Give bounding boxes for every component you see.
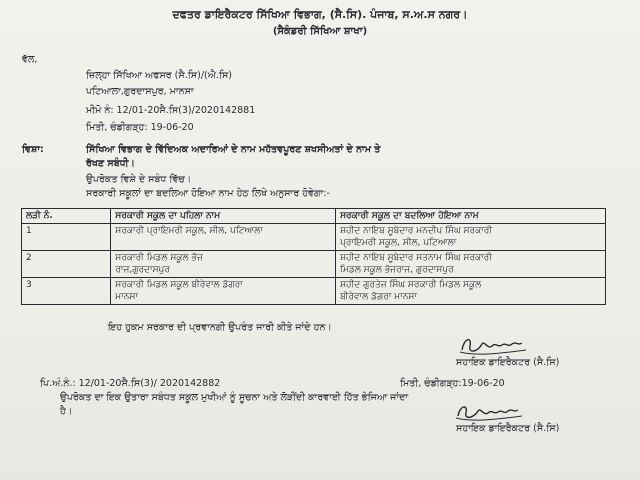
- table-row: [22, 278, 606, 305]
- row-old-name: [111, 251, 336, 278]
- addressee-line1: ਜ਼ਿਲ੍ਹਾ ਸਿੱਖਿਆ ਅਫਸਰ (ਸੈ.ਸਿ)/(ਐ.ਸਿ): [86, 70, 232, 81]
- row-new-name: [336, 251, 606, 278]
- table-row: [22, 251, 606, 278]
- body-line1: ਉਪਰੋਕਤ ਵਿਸ਼ੇ ਦੇ ਸਬੰਧ ਵਿੱਚ।: [86, 174, 192, 185]
- row-serial: 1: [22, 224, 111, 251]
- addressee-line2: ਪਟਿਆਲਾ,ਗੁਰਦਾਸਪੁਰ, ਮਾਨਸਾ: [86, 86, 194, 97]
- endorsement-line2: ਹੈ।: [60, 406, 73, 417]
- wing-header: (ਸੈਕੰਡਰੀ ਸਿੱਖਿਆ ਸ਼ਾਖਾ): [272, 26, 368, 37]
- row-old-name: [111, 278, 336, 305]
- old-name-line1: ਸਰਕਾਰੀ ਮਿਡਲ ਸਕੂਲ ਬੀਰੇਵਾਲ ਡੋਗਰਾ: [115, 280, 243, 290]
- endorsement-line1: ਉਪਰੋਕਤ ਦਾ ਇਕ ਉਤਾਰਾ ਸਬੰਧਤ ਸਕੂਲ ਮੁਖੀਆਂ ਨੂੰ ਸੂਚਨਾ ਅਤੇ ਲੋੜੀਂਦੀ ਕਾਰਵਾਈ ਹਿੱਤ ਭੇਜਿਆ ਜਾਂਦਾ: [60, 392, 409, 403]
- old-name-line2: ਰਾਜ,ਗੁਰਦਾਸਪੁਰ: [115, 265, 170, 275]
- subject-line2: ਰੱਖਣ ਸਬੰਧੀ।: [86, 158, 135, 169]
- signatory-1-title: ਸਹਾਇਕ ਡਾਇਰੈਕਟਰ (ਸੈ.ਸਿ): [456, 357, 560, 368]
- old-name-line1: ਸਰਕਾਰੀ ਮਿਡਲ ਸਕੂਲ ਭੋਜ: [115, 253, 203, 263]
- old-name-line2: ਮਾਨਸਾ: [115, 292, 138, 302]
- row-old-name: [111, 224, 336, 251]
- header-serial: ਲੜੀ ਨੰ.: [22, 209, 111, 224]
- header-old-name: ਸਰਕਾਰੀ ਸਕੂਲ ਦਾ ਪਹਿਲਾ ਨਾਮ: [111, 209, 336, 224]
- row-serial: 3: [22, 278, 111, 305]
- new-name-line1: ਸ਼ਹੀਦ ਗੁਰਤੇਜ ਸਿੰਘ ਸਰਕਾਰੀ ਮਿਡਲ ਸਕੂਲ: [340, 280, 482, 290]
- school-rename-table: [21, 208, 606, 305]
- endorsement-number: ਪਿ.ਅੰ.ਨੰ.: 12/01-20ਸੈ.ਸਿ(3)/ 2020142882: [40, 378, 221, 389]
- memo-date: ਮਿਤੀ, ਚੰਡੀਗੜ੍ਹ: 19-06-20: [86, 122, 194, 133]
- approval-statement: ਇਹ ਹੁਕਮ ਸਰਕਾਰ ਦੀ ਪ੍ਰਵਾਨਗੀ ਉਪਰੰਤ ਜਾਰੀ ਕੀਤੇ ਜਾਂਦੇ ਹਨ।: [108, 322, 332, 333]
- office-header: ਦਫਤਰ ਡਾਇਰੈਕਟਰ ਸਿੱਖਿਆ ਵਿਭਾਗ, (ਸੈ.ਸਿ). ਪੰਜਾਬ, ਸ.ਅ.ਸ ਨਗਰ।: [172, 8, 468, 21]
- new-name-line1: ਸ਼ਹੀਦ ਨਾਇਬ ਸੂਬੇਦਾਰ ਮਨਦੀਪ ਸਿੰਘ ਸਰਕਾਰੀ: [340, 226, 493, 236]
- new-name-line2: ਬੀਰੇਵਾਲ ਡੋਗਰਾ ਮਾਨਸਾ: [340, 292, 417, 302]
- row-new-name: [336, 224, 606, 251]
- signature-1: [456, 332, 534, 358]
- addressee-label: ਵੱਲ,: [22, 54, 38, 65]
- subject-line1: ਸਿੱਖਿਆ ਵਿਭਾਗ ਦੇ ਵਿੱਦਿਅਕ ਅਦਾਰਿਆਂ ਦੇ ਨਾਮ ਮਹੱਤਵਪੂਰਣ ਸ਼ਖਸੀਅਤਾਂ ਦੇ ਨਾਮ ਤੇ: [86, 144, 381, 155]
- old-name-text: ਸਰਕਾਰੀ ਪ੍ਰਾਇਮਰੀ ਸਕੂਲ, ਸੀਲ, ਪਟਿਆਲਾ: [115, 226, 263, 236]
- new-name-line2: ਮਿਡਲ ਸਕੂਲ ਭੋਜਰਾਜ, ਗੁਰਦਾਸਪੁਰ: [340, 265, 454, 275]
- body-line2: ਸਰਕਾਰੀ ਸਕੂਲਾਂ ਦਾ ਬਦਲਿਆ ਹੋਇਆ ਨਾਮ ਹੇਠ ਲਿਖੇ ਅਨੁਸਾਰ ਹੋਵੇਗਾ:-: [86, 188, 330, 199]
- endorsement-date: ਮਿਤੀ, ਚੰਡੀਗੜ੍ਹ:19-06-20: [400, 378, 505, 389]
- signature-2: [452, 400, 530, 424]
- subject-label: ਵਿਸ਼ਾ:: [22, 144, 44, 155]
- signatory-2-title: ਸਹਾਇਕ ਡਾਇਰੈਕਟਰ (ਸੈ.ਸਿ): [456, 423, 560, 434]
- new-name-line1: ਸ਼ਹੀਦ ਨਾਇਬ ਸੂਬੇਦਾਰ ਸਤਨਾਮ ਸਿੰਘ ਸਰਕਾਰੀ: [340, 253, 492, 263]
- table-row: [22, 224, 606, 251]
- memo-number: ਮੀਮੋ ਨੰ: 12/01-20ਸੈ.ਸਿ(3)/2020142881: [86, 105, 256, 116]
- row-new-name: [336, 278, 606, 305]
- table-header-row: [22, 209, 606, 224]
- header-new-name: ਸਰਕਾਰੀ ਸਕੂਲ ਦਾ ਬਦਲਿਆ ਹੋਇਆ ਨਾਮ: [336, 209, 606, 224]
- new-name-line2: ਪ੍ਰਾਇਮਰੀ ਸਕੂਲ, ਸੀਲ, ਪਟਿਆਲਾ: [340, 238, 457, 248]
- row-serial: 2: [22, 251, 111, 278]
